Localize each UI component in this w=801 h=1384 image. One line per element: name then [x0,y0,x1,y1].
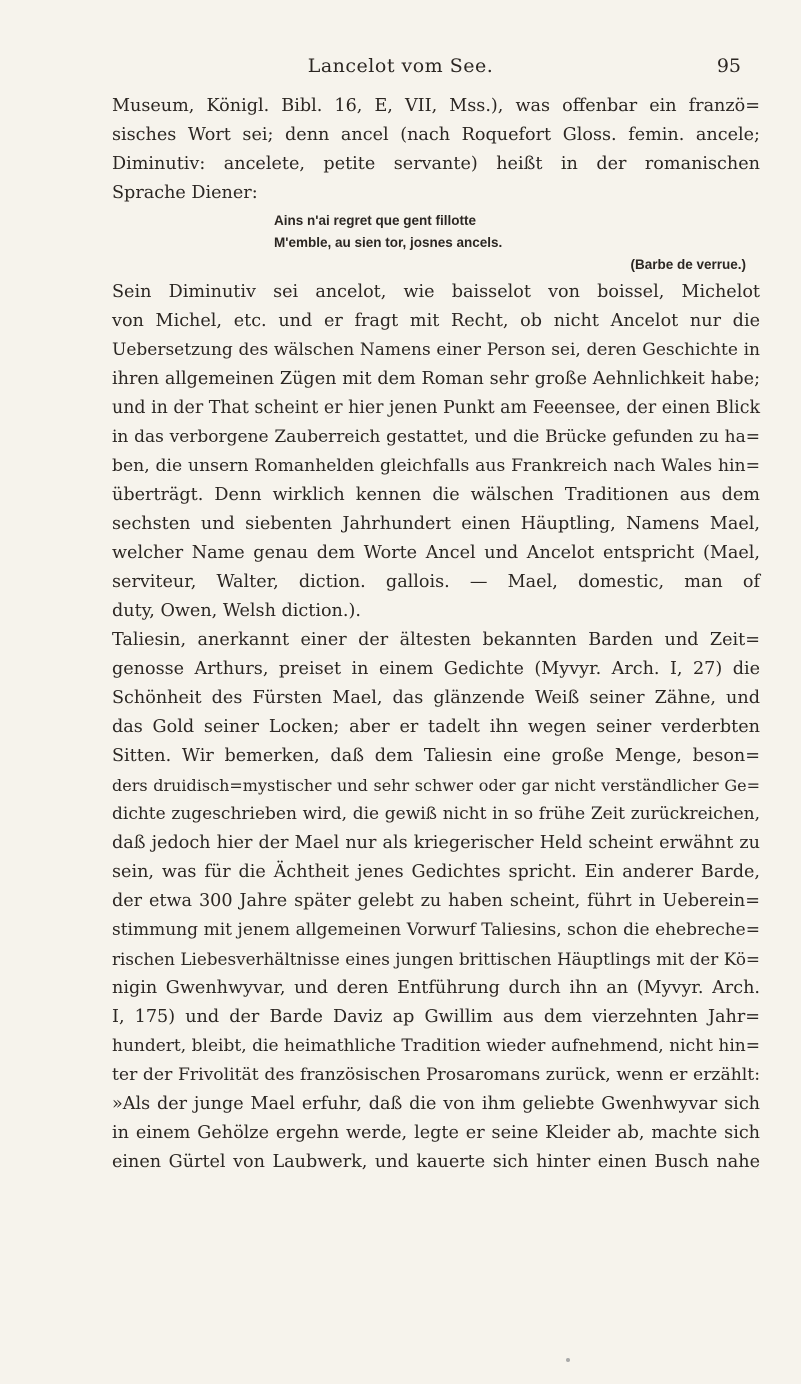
text-line: sisches Wort sei; denn ancel (nach Roquefort Gloss. femin. ancele; [112,125,760,145]
text-line: sechsten und siebenten Jahrhundert einen Häuptling, Namens Mael, [112,514,760,534]
text-line: hundert, bleibt, die heimathliche Tradition wieder aufnehmend, nicht hin= [112,1036,760,1056]
text-line: ihren allgemeinen Zügen mit dem Roman sehr große Aehnlichkeit habe; [112,369,760,389]
text-line: das Gold seiner Locken; aber er tadelt ihn wegen seiner verderbten [112,717,760,737]
text-line: ders druidisch=mystischer und sehr schwer oder gar nicht verständlicher Ge= [112,776,760,795]
text-line: »Als der junge Mael erfuhr, daß die von ihm geliebte Gwenhwyvar sich [112,1094,760,1114]
text-line: Sprache Diener: [112,183,258,203]
text-line: in einem Gehölze ergehn werde, legte er seine Kleider ab, machte sich [112,1123,760,1143]
text-line: und in der That scheint er hier jenen Punkt am Feeensee, der einen Blick [112,398,760,418]
quote-line: Ains n'ai regret que gent fillotte [274,213,476,228]
text-line: daß jedoch hier der Mael nur als kriegerischer Held scheint erwähnt zu [112,833,760,853]
text-line: Diminutiv: ancelete, petite servante) heißt in der romanischen [112,154,760,174]
verse-quote [112,210,760,276]
text-line: nigin Gwenhwyvar, und deren Entführung durch ihn an (Myvyr. Arch. [112,978,760,998]
text-line: I, 175) und der Barde Daviz ap Gwillim aus dem vierzehnten Jahr= [112,1007,760,1027]
text-line: rischen Liebesverhältnisse eines jungen brittischen Häuptlings mit der Kö= [112,949,760,969]
paragraph-1 [112,92,760,208]
text-line: ter der Frivolität des französischen Prosaromans zurück, wenn er erzählt: [112,1065,760,1085]
text-line: sein, was für die Ächtheit jenes Gedichtes spricht. Ein anderer Barde, [112,862,760,882]
page-number: 95 [716,55,741,77]
text-line: Museum, Königl. Bibl. 16, E, VII, Mss.), was offenbar ein franzö= [112,96,760,116]
text-line: genosse Arthurs, preiset in einem Gedichte (Myvyr. Arch. I, 27) die [112,659,760,679]
text-line: Sein Diminutiv sei ancelot, wie baisselot von boissel, Michelot [112,282,760,302]
text-line: Sitten. Wir bemerken, daß dem Taliesin eine große Menge, beson= [112,746,760,766]
text-line: ben, die unsern Romanhelden gleichfalls aus Frankreich nach Wales hin= [112,456,760,476]
paragraph-2 [112,278,760,626]
text-line: duty, Owen, Welsh diction.). [112,601,361,621]
quote-line: M'emble, au sien tor, josnes ancels. [274,235,503,250]
text-line: Schönheit des Fürsten Mael, das glänzende Weiß seiner Zähne, und [112,688,760,708]
text-line: überträgt. Denn wirklich kennen die wälschen Traditionen aus dem [112,485,760,505]
text-line: stimmung mit jenem allgemeinen Vorwurf Taliesins, schon die ehebreche= [112,920,760,940]
text-line: welcher Name genau dem Worte Ancel und Ancelot entspricht (Mael, [112,543,760,563]
text-line: der etwa 300 Jahre später gelebt zu haben scheint, führt in Ueberein= [112,891,760,911]
paragraph-3 [112,626,760,1177]
text-line: einen Gürtel von Laubwerk, und kauerte sich hinter einen Busch nahe [112,1152,760,1172]
text-line: in das verborgene Zauberreich gestattet, und die Brücke gefunden zu ha= [112,427,760,447]
running-title: Lancelot vom See. [307,55,494,77]
text-line: Taliesin, anerkannt einer der ältesten bekannten Barden und Zeit= [112,630,760,650]
text-line: dichte zugeschrieben wird, die gewiß nicht in so frühe Zeit zurückreichen, [112,804,760,824]
ink-speck [566,1358,570,1362]
text-line: serviteur, Walter, diction. gallois. — Mael, domestic, man of [112,572,760,592]
text-line: Uebersetzung des wälschen Namens einer Person sei, deren Geschichte in [112,340,760,360]
quote-source: (Barbe de verrue.) [630,257,746,272]
text-line: von Michel, etc. und er fragt mit Recht, ob nicht Ancelot nur die [112,311,760,331]
